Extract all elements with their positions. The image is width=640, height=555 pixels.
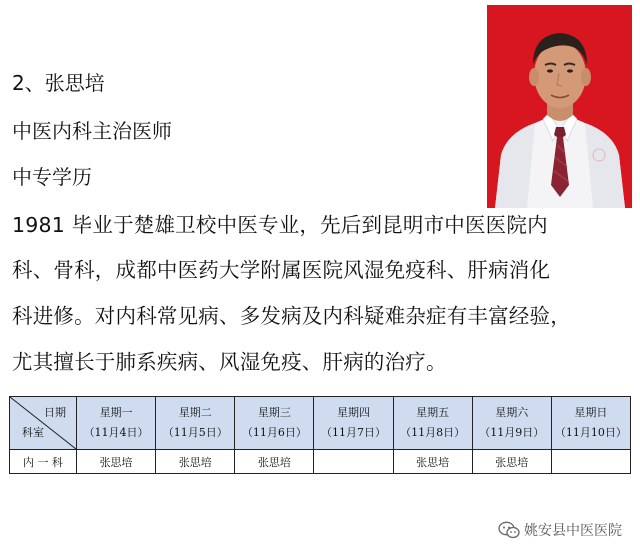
- date-label: （11月10日）: [554, 426, 627, 439]
- weekday-label: 星期六: [495, 406, 529, 419]
- schedule-corner-cell: [10, 397, 77, 450]
- day-header-sun: [551, 397, 630, 450]
- day-header-tue: [156, 397, 235, 450]
- doctor-title: 中医内科主治医师: [12, 119, 172, 143]
- bio-line: 科、骨科，成都中医药大学附属医院风湿免疫科、肝病消化: [12, 258, 551, 282]
- doctor-portrait-image: [487, 5, 632, 208]
- date-label: （11月8日）: [400, 426, 466, 439]
- clinic-schedule-table: [9, 396, 631, 474]
- day-header-sat: [472, 397, 551, 450]
- doctor-photo: [487, 5, 632, 208]
- schedule-cell: 张思培: [472, 450, 551, 474]
- date-label: （11月6日）: [241, 426, 307, 439]
- date-label: （11月5日）: [162, 426, 228, 439]
- dept-cell: 内 一 科: [10, 450, 77, 474]
- weekday-label: 星期四: [336, 406, 370, 419]
- date-label: （11月9日）: [479, 426, 545, 439]
- day-header-wed: [235, 397, 314, 450]
- doctor-name-heading: 2、张思培: [12, 71, 105, 95]
- bio-line: 科进修。对内科常见病、多发病及内科疑难杂症有丰富经验，: [12, 304, 571, 328]
- schedule-header-row: [10, 397, 631, 450]
- weekday-label: 星期五: [416, 406, 450, 419]
- schedule-cell: [551, 450, 630, 474]
- bio-line: 尤其擅长于肺系疾病、风湿免疫、肝病的治疗。: [12, 350, 447, 374]
- schedule-cell: 张思培: [156, 450, 235, 474]
- schedule-cell: 张思培: [393, 450, 472, 474]
- table-row: [10, 450, 631, 474]
- weekday-label: 星期三: [257, 406, 291, 419]
- doctor-education: 中专学历: [12, 165, 92, 189]
- schedule-cell: 张思培: [235, 450, 314, 474]
- corner-date-label: 日期: [44, 406, 66, 419]
- date-label: （11月7日）: [320, 426, 386, 439]
- wechat-icon: [498, 521, 520, 539]
- day-header-mon: [77, 397, 156, 450]
- weekday-label: 星期一: [99, 406, 133, 419]
- day-header-fri: [393, 397, 472, 450]
- corner-dept-label: 科室: [22, 426, 44, 439]
- bio-line: 1981 毕业于楚雄卫校中医专业，先后到昆明市中医医院内: [12, 213, 548, 237]
- watermark-text: 姚安县中医医院: [524, 523, 622, 539]
- date-label: （11月4日）: [83, 426, 149, 439]
- weekday-label: 星期二: [178, 406, 212, 419]
- day-header-thu: [314, 397, 393, 450]
- weekday-label: 星期日: [574, 406, 608, 419]
- watermark: [498, 520, 622, 540]
- schedule-cell: [314, 450, 393, 474]
- schedule-cell: 张思培: [77, 450, 156, 474]
